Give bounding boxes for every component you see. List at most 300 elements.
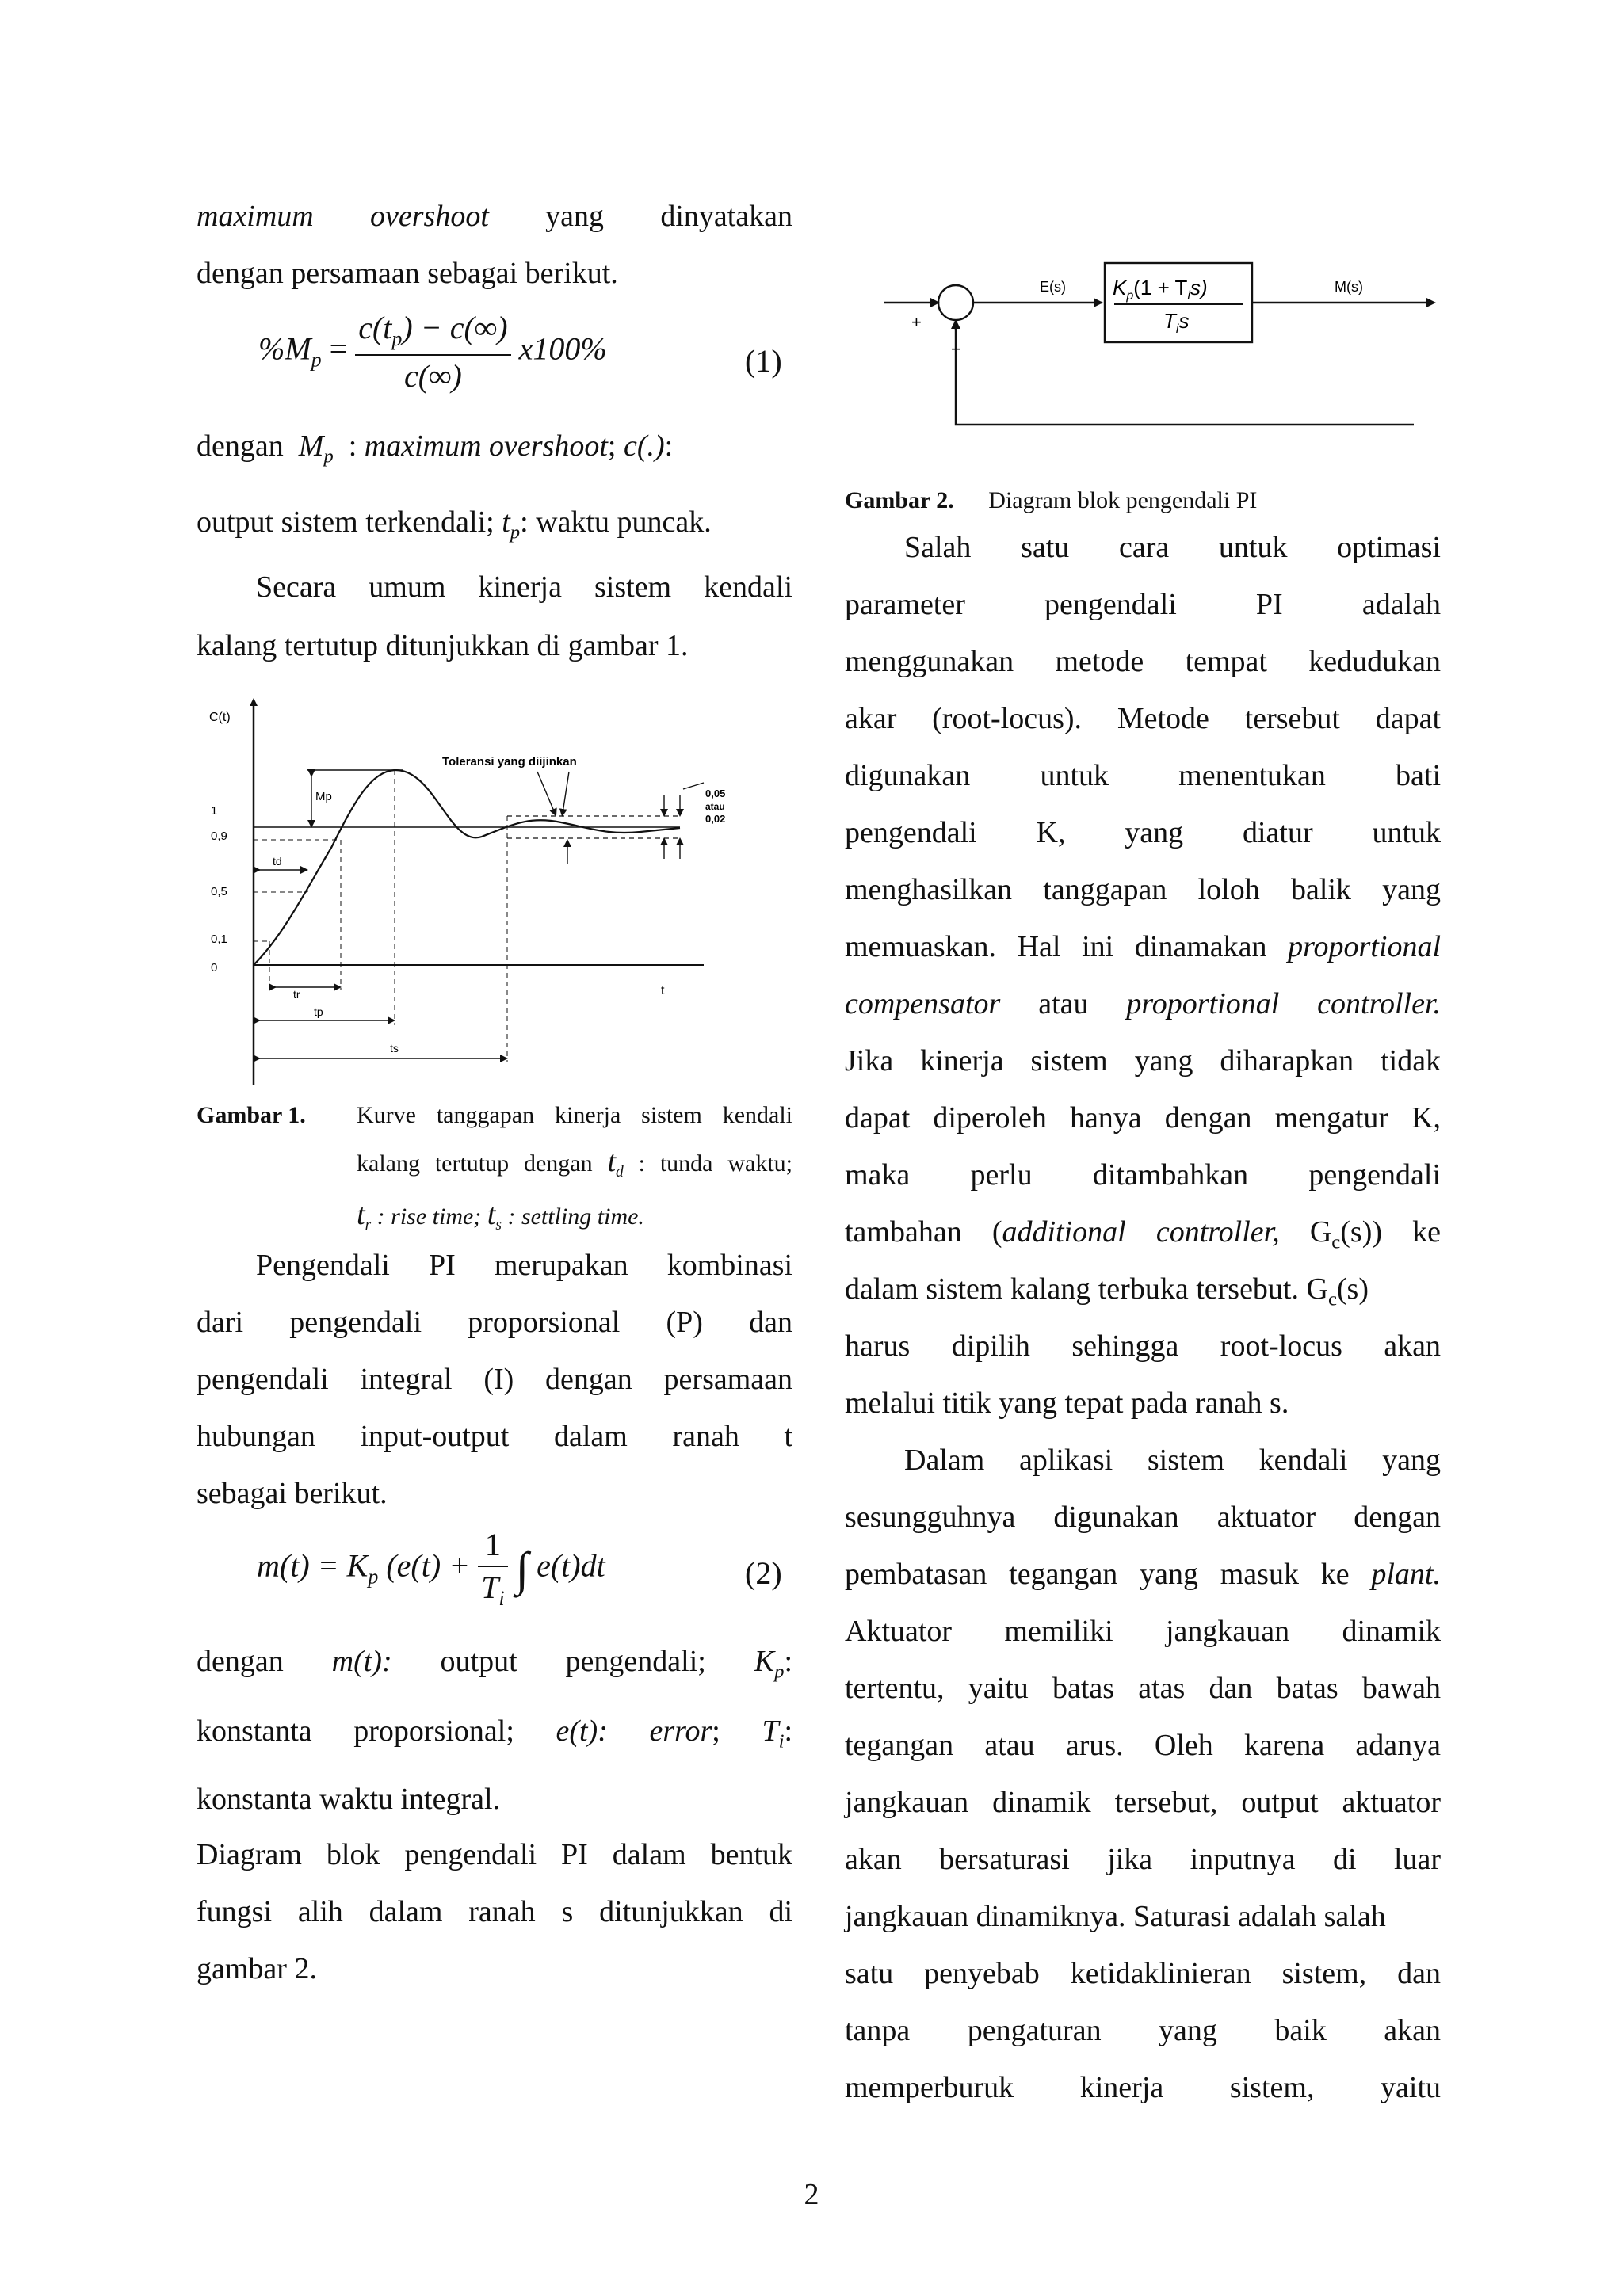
word: tanggapan (1043, 873, 1167, 906)
word: pengendali (404, 1838, 537, 1871)
equation-2 (257, 1529, 605, 1609)
figure-1-response-curve (197, 697, 799, 1093)
caption-line: Kurve tanggapan kinerja sistem kendali (357, 1102, 792, 1128)
word: M (298, 429, 324, 463)
word: pengendali (845, 816, 977, 849)
word: jangkauan (1165, 1615, 1290, 1648)
word: dalam (553, 1420, 628, 1453)
word: karena (1243, 1729, 1325, 1762)
eq-fraction (355, 312, 510, 392)
eq-term: (e(t) + (386, 1547, 471, 1584)
word: blok (326, 1838, 380, 1871)
text-line (845, 818, 1441, 848)
caption-line (357, 1191, 792, 1239)
text-line (845, 1160, 1441, 1190)
text-line (197, 1364, 792, 1394)
text-line (197, 1250, 792, 1280)
word: (s)) ke (1340, 1215, 1442, 1249)
text-line (845, 1958, 1441, 1989)
text-line (845, 1502, 1441, 1532)
eq-sub: i (498, 1587, 505, 1610)
word: kedudukan (1308, 645, 1441, 678)
text-line (845, 1787, 1441, 1817)
eq-num: c(t (358, 310, 392, 345)
word: tanpa (845, 2014, 911, 2047)
word: dengan (545, 1363, 632, 1396)
word: (s) (1336, 1272, 1369, 1306)
text-line (845, 2073, 1441, 2103)
word: aplikasi (1018, 1444, 1113, 1477)
word: sistem, (1281, 1957, 1367, 1990)
text-line: konstanta waktu integral. (197, 1783, 501, 1816)
word: hubungan (197, 1420, 315, 1453)
word: Jika (845, 1044, 894, 1077)
word: maka (845, 1158, 911, 1192)
word: pengendali (1308, 1158, 1442, 1192)
word: yang (1382, 1444, 1442, 1477)
word: pengendali; (565, 1645, 706, 1678)
word: tersebut (1244, 702, 1340, 735)
word: Secara (256, 570, 337, 604)
eq-sub: p (311, 348, 322, 372)
page-number: 2 (804, 2178, 819, 2211)
text-line (845, 761, 1441, 791)
band-leader (683, 783, 704, 789)
caption-text: t (607, 1145, 617, 1178)
word: adanya (1355, 1729, 1442, 1762)
text-line (845, 1559, 1441, 1589)
text-line (845, 646, 1441, 677)
word: t (784, 1420, 793, 1453)
word: s (561, 1895, 574, 1928)
word: Metode (1117, 702, 1209, 735)
word: hanya (1069, 1101, 1142, 1135)
caption-text: kalang tertutup dengan (357, 1150, 593, 1177)
word: batas (1052, 1672, 1115, 1705)
text-line: melalui titik yang tepat pada ranah s. (845, 1386, 1289, 1420)
word: balik (1290, 873, 1351, 906)
band-label: 0,02 (705, 813, 726, 825)
caption-text: Diagram blok pengendali PI (988, 487, 1258, 513)
equation-number: (1) (745, 343, 782, 379)
word: Oleh (1154, 1729, 1213, 1762)
text-line: gambar 2. (197, 1952, 317, 1985)
text-line (845, 1331, 1441, 1361)
word: kombinasi (666, 1249, 793, 1282)
text-line (845, 1730, 1441, 1760)
tolerance-arrow (563, 772, 569, 813)
word: dinamik (1342, 1615, 1442, 1648)
y-axis-label: C(t) (209, 711, 231, 724)
word: Salah (904, 531, 972, 564)
word: akar (845, 702, 897, 735)
word: luar (1393, 1843, 1442, 1876)
word: bentuk (710, 1838, 793, 1871)
eq-den: c(∞) (403, 358, 462, 394)
word: harus (845, 1329, 911, 1363)
text-line: dengan persamaan sebagai berikut. (197, 257, 618, 290)
word: input-output (360, 1420, 510, 1453)
word: T (762, 1714, 779, 1748)
caption-label: Gambar 2. (845, 487, 954, 513)
sub: p (774, 1661, 785, 1683)
word: maximum (197, 200, 314, 233)
word: dengan (1354, 1501, 1441, 1534)
word: compensator (845, 987, 1001, 1020)
word: kendali (1258, 1444, 1348, 1477)
plus-sign: + (911, 312, 922, 332)
tr-label: tr (293, 988, 300, 1001)
caption-text: : rise time; (376, 1203, 482, 1230)
ts-label: ts (390, 1042, 399, 1055)
text-line (197, 1421, 792, 1451)
word: ditambahkan (1092, 1158, 1249, 1192)
word: dalam (612, 1838, 686, 1871)
word: sehingga (1071, 1329, 1179, 1363)
eq-sub: p (391, 327, 403, 350)
word: memuaskan. Hal ini dinamakan (845, 930, 1267, 963)
word: proporsional (468, 1306, 621, 1339)
word: pengendali (1044, 588, 1177, 621)
word: dari (197, 1306, 244, 1339)
word: G (1309, 1215, 1332, 1249)
eq-num: 1 (478, 1529, 507, 1567)
word: K, (1036, 816, 1066, 849)
word: pengendali (197, 1363, 329, 1396)
word: root-locus (1220, 1329, 1342, 1363)
word: inputnya (1190, 1843, 1296, 1876)
word: diatur (1242, 816, 1313, 849)
mp-label: Mp (315, 790, 332, 803)
word: atau (984, 1729, 1035, 1762)
word: additional controller, (1002, 1215, 1280, 1249)
word: diharapkan (1220, 1044, 1354, 1077)
word: (root-locus). (932, 702, 1083, 735)
word: satu (1021, 531, 1070, 564)
word: maximum overshoot (364, 429, 608, 463)
word: adalah (1361, 588, 1442, 621)
text-line (197, 431, 792, 467)
word: ranah (468, 1895, 536, 1928)
word: menentukan (1178, 759, 1326, 792)
word: yang (545, 200, 605, 233)
word: dengan (197, 429, 284, 463)
tick-label: 0 (211, 961, 218, 974)
word: penyebab (924, 1957, 1040, 1990)
word: aktuator (1342, 1786, 1442, 1819)
word: Pengendali (256, 1249, 390, 1282)
word: di (1333, 1843, 1357, 1876)
word: ; (712, 1714, 720, 1748)
word: ketidaklinieran (1070, 1957, 1251, 1990)
word: t (502, 505, 510, 539)
word: diperoleh (933, 1101, 1047, 1135)
word: sistem (1147, 1444, 1224, 1477)
word: sistem (594, 570, 672, 604)
text-line (845, 989, 1441, 1019)
word: dengan (197, 1645, 284, 1678)
word: c(.) (623, 429, 665, 463)
word: digunakan (1053, 1501, 1179, 1534)
word: merupakan (494, 1249, 628, 1282)
text-line (845, 1844, 1441, 1875)
word: tersebut, (1114, 1786, 1218, 1819)
sub: c (1327, 1288, 1337, 1310)
word: metode (1055, 645, 1144, 678)
text-line (845, 532, 1441, 563)
word: output (440, 1645, 517, 1678)
figure-2-caption (845, 482, 1257, 520)
word: yang (1382, 873, 1442, 906)
word: kinerja (1079, 2071, 1164, 2104)
tf-denominator: $T_is$ (1163, 309, 1190, 336)
word: K, (1411, 1101, 1442, 1135)
text-line (197, 1646, 792, 1682)
word: dan (1209, 1672, 1253, 1705)
tick-label: 1 (211, 804, 218, 818)
sub: s (495, 1216, 502, 1234)
word: PI (428, 1249, 456, 1282)
eq-num-rest: ) − c(∞) (402, 310, 508, 345)
word: tertentu, (845, 1672, 945, 1705)
word: jangkauan (845, 1786, 969, 1819)
word: pengendali (289, 1306, 422, 1339)
word: Dalam (904, 1444, 985, 1477)
word: bawah (1361, 1672, 1442, 1705)
word: tambahan ( (845, 1215, 1002, 1249)
es-label: E(s) (1040, 279, 1066, 295)
word: dan (749, 1306, 793, 1339)
integral-sign: ∫ (515, 1543, 529, 1596)
word: yang (1125, 816, 1184, 849)
word: : (784, 1714, 792, 1748)
caption-text: t (357, 1197, 365, 1231)
word: arus. (1065, 1729, 1124, 1762)
sub: p (323, 445, 334, 467)
word: cara (1118, 531, 1170, 564)
text-line: sebagai berikut. (197, 1477, 388, 1510)
word: dengan (1164, 1101, 1252, 1135)
word: : waktu puncak. (520, 505, 712, 539)
word: (P) (666, 1306, 703, 1339)
word: yang (1159, 2014, 1217, 2047)
word: akan (845, 1843, 902, 1876)
word: untuk (1218, 531, 1288, 564)
word: yang (1134, 1044, 1193, 1077)
word: kinerja (478, 570, 562, 604)
word: kinerja (920, 1044, 1004, 1077)
word: parameter (845, 588, 965, 621)
word: jika (1107, 1843, 1153, 1876)
word: PI (1255, 588, 1283, 621)
eq-fraction (478, 1529, 507, 1609)
text-line (845, 1103, 1441, 1133)
word: m(t): (331, 1645, 392, 1678)
word: dalam sistem kalang terbuka tersebut. G (845, 1272, 1328, 1306)
eq-sub: p (368, 1565, 379, 1589)
text-line (845, 2016, 1441, 2046)
word: aktuator (1216, 1501, 1316, 1534)
text-line (845, 1673, 1441, 1703)
figure-2-block-diagram (876, 250, 1447, 441)
text-line: jangkauan dinamiknya. Saturasi adalah salah (845, 1900, 1386, 1933)
band-label: 0,05 (705, 788, 726, 799)
equation-1: $\%M_p$ = $\frac{c(t_p) - c(\infty)}{c(\infty)}$ x100% (258, 310, 607, 394)
figure-1-caption-label (197, 1097, 306, 1135)
word: fungsi (197, 1895, 272, 1928)
word: ranah (672, 1420, 739, 1453)
word: untuk (1372, 816, 1441, 849)
equation-number: (2) (745, 1555, 782, 1591)
word: pembatasan tegangan yang masuk ke (845, 1558, 1350, 1591)
word: : (348, 429, 357, 463)
tolerance-label: Toleransi yang diijinkan (442, 755, 577, 769)
word: : (664, 429, 674, 463)
eq-tail: x100% (518, 330, 607, 367)
word: memiliki (1004, 1615, 1113, 1648)
caption-text: : settling time. (507, 1203, 644, 1230)
word: yaitu (968, 1672, 1029, 1705)
text-line (845, 1046, 1441, 1076)
text-line: kalang tertutup ditunjukkan di gambar 1. (197, 629, 689, 662)
word: proportional (1288, 930, 1442, 963)
sub: d (616, 1164, 624, 1180)
word: memperburuk (845, 2071, 1014, 2104)
t-label: t (661, 984, 665, 997)
sub: i (778, 1730, 785, 1753)
word: di (769, 1895, 793, 1928)
sub: r (365, 1216, 372, 1234)
tp-label: tp (314, 1005, 323, 1018)
text-line (197, 1716, 792, 1752)
word: output sistem terkendali; (197, 505, 495, 539)
word: bersaturasi (939, 1843, 1070, 1876)
word: output (1241, 1786, 1319, 1819)
word: dinamik (992, 1786, 1091, 1819)
word: loloh (1197, 873, 1260, 906)
word: atas (1138, 1672, 1186, 1705)
text-line (845, 932, 1441, 962)
word: error (649, 1714, 712, 1748)
word: dinyatakan (660, 200, 793, 233)
minus-sign: − (951, 339, 961, 359)
word: integral (360, 1363, 453, 1396)
caption-line (357, 1138, 792, 1186)
word: satu (845, 1957, 894, 1990)
td-label: td (273, 855, 282, 868)
ms-label: M(s) (1335, 279, 1363, 295)
word: pengaturan (967, 2014, 1102, 2047)
tick-label: 0,5 (211, 885, 227, 898)
eq-term: %M (258, 330, 311, 367)
band-label: atau (705, 801, 725, 812)
word: kendali (704, 570, 793, 604)
text-line (197, 507, 792, 543)
word: dapat (1375, 702, 1442, 735)
text-line (197, 1840, 792, 1870)
word: tidak (1381, 1044, 1442, 1077)
text-line (845, 589, 1441, 620)
caption-label: Gambar 1. (197, 1102, 306, 1128)
word: atau (1038, 987, 1089, 1020)
word: PI (561, 1838, 588, 1871)
word: ditunjukkan (599, 1895, 743, 1928)
word: menggunakan (845, 645, 1014, 678)
word: akan (1384, 2014, 1442, 2047)
word: (I) (483, 1363, 514, 1396)
word: alih (297, 1895, 343, 1928)
word: proportional controller. (1126, 987, 1442, 1020)
word: digunakan (845, 759, 971, 792)
word: optimasi (1337, 531, 1441, 564)
text-line (845, 1445, 1441, 1475)
word: baik (1274, 2014, 1327, 2047)
word: Diagram (197, 1838, 302, 1871)
tick-label: 0,1 (211, 933, 227, 946)
word: sistem (1030, 1044, 1108, 1077)
word: konstanta (197, 1714, 312, 1748)
word: umum (369, 570, 446, 604)
word: perlu (970, 1158, 1033, 1192)
text-line (197, 1897, 792, 1927)
word: K (754, 1645, 775, 1678)
text-line (845, 1616, 1441, 1646)
text-line (845, 1274, 1441, 1310)
sub: c (1331, 1231, 1341, 1253)
word: : (784, 1645, 792, 1678)
text-line (845, 1217, 1441, 1253)
tick-label: 0,9 (211, 830, 227, 843)
text-line (197, 201, 792, 231)
caption-text: : tunda waktu; (638, 1150, 793, 1177)
word: e(t): (556, 1714, 608, 1748)
figure-1-caption (357, 1097, 792, 1239)
eq-den: T (481, 1569, 499, 1605)
word: persamaan (663, 1363, 793, 1396)
word: menghasilkan (845, 873, 1013, 906)
text-line (197, 572, 792, 602)
word: akan (1384, 1329, 1441, 1363)
tolerance-arrow (537, 772, 555, 813)
word: sistem, (1229, 2071, 1315, 2104)
word: ; (607, 429, 617, 463)
word: sesungguhnya (845, 1501, 1016, 1534)
word: yaitu (1381, 2071, 1442, 2104)
text-line (197, 1307, 792, 1337)
word: Aktuator (845, 1615, 953, 1648)
eq-term: m(t) = K (257, 1547, 369, 1584)
word: dan (1397, 1957, 1441, 1990)
eq-tail: e(t)dt (537, 1547, 605, 1584)
text-line (845, 704, 1441, 734)
word: mengatur (1274, 1101, 1389, 1135)
text-line (845, 875, 1441, 905)
word: tegangan (845, 1729, 954, 1762)
word: untuk (1040, 759, 1109, 792)
word: tempat (1185, 645, 1267, 678)
sub: p (510, 521, 521, 543)
word: overshoot (370, 200, 489, 233)
word: dapat (845, 1101, 911, 1135)
word: proporsional; (353, 1714, 514, 1748)
word: dipilih (951, 1329, 1030, 1363)
word: dalam (369, 1895, 443, 1928)
word: bati (1396, 759, 1442, 792)
summing-junction (938, 285, 973, 320)
tf-numerator: $K_p(1 + T_is)$ (1113, 276, 1208, 303)
feedback-path (956, 320, 1414, 425)
word: batas (1276, 1672, 1338, 1705)
